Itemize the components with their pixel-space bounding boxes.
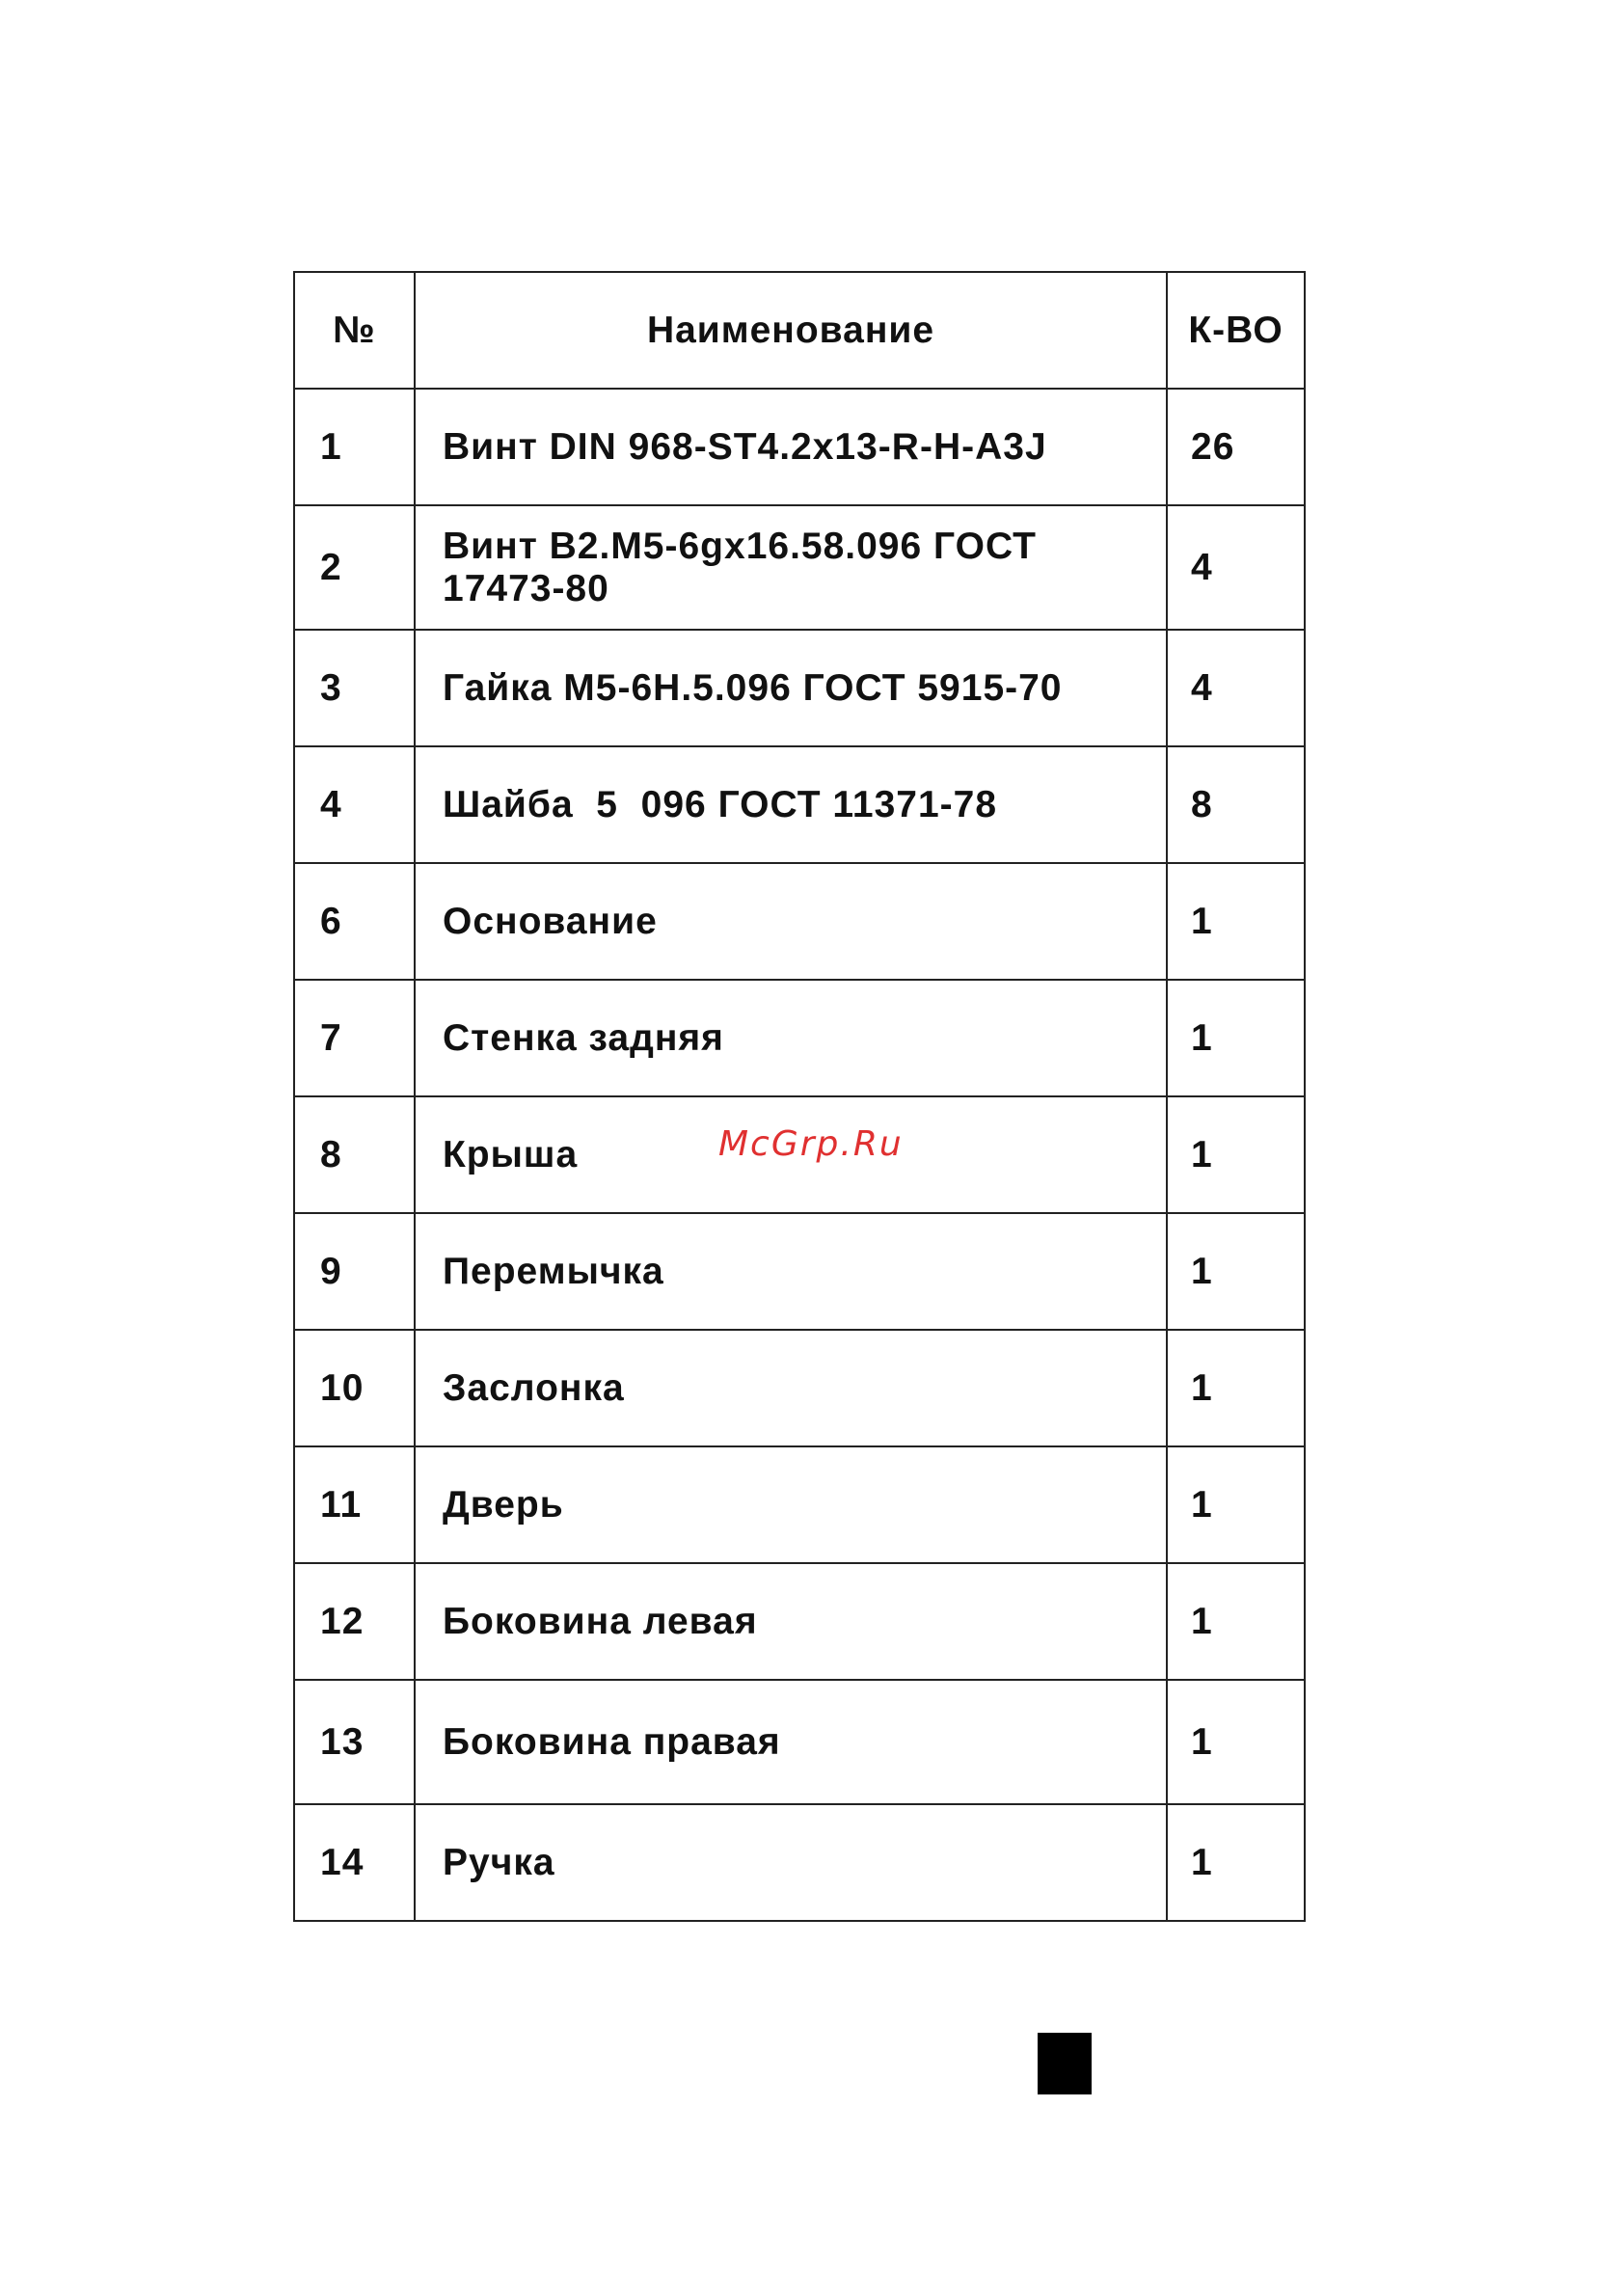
row-quantity: 4 (1167, 505, 1305, 630)
table-row (294, 1213, 1305, 1330)
page-marker-square (1038, 2033, 1092, 2094)
watermark: McGrp.Ru (718, 1124, 904, 1164)
row-name: Дверь (415, 1446, 1167, 1563)
row-number: 1 (294, 389, 415, 505)
row-name: Винт В2.М5-6gx16.58.096 ГОСТ 17473-80 (415, 505, 1167, 630)
row-quantity: 1 (1167, 1563, 1305, 1680)
table-row (294, 863, 1305, 980)
row-quantity: 4 (1167, 630, 1305, 746)
header-number: № (294, 272, 415, 389)
header-name: Наименование (415, 272, 1167, 389)
row-quantity: 1 (1167, 1330, 1305, 1446)
row-number: 2 (294, 505, 415, 630)
row-name: Боковина правая (415, 1680, 1167, 1804)
row-quantity: 1 (1167, 1096, 1305, 1213)
row-quantity: 1 (1167, 1804, 1305, 1921)
header-quantity: К-ВО (1167, 272, 1305, 389)
table-row (294, 1804, 1305, 1921)
row-name: Крыша (415, 1096, 1167, 1213)
row-number: 14 (294, 1804, 415, 1921)
parts-table (293, 271, 1306, 1922)
row-number: 4 (294, 746, 415, 863)
table-row (294, 980, 1305, 1096)
row-number: 3 (294, 630, 415, 746)
row-number: 8 (294, 1096, 415, 1213)
table-row (294, 1680, 1305, 1804)
table-header-row (294, 272, 1305, 389)
row-quantity: 1 (1167, 863, 1305, 980)
row-number: 13 (294, 1680, 415, 1804)
row-name: Винт DIN 968-ST4.2x13-R-H-A3J (415, 389, 1167, 505)
row-name: Стенка задняя (415, 980, 1167, 1096)
row-name: Шайба 5 096 ГОСТ 11371-78 (415, 746, 1167, 863)
row-quantity: 1 (1167, 1213, 1305, 1330)
table-row (294, 1563, 1305, 1680)
row-number: 11 (294, 1446, 415, 1563)
row-number: 10 (294, 1330, 415, 1446)
row-name: Ручка (415, 1804, 1167, 1921)
row-number: 9 (294, 1213, 415, 1330)
row-quantity: 1 (1167, 1680, 1305, 1804)
row-name: Заслонка (415, 1330, 1167, 1446)
row-number: 12 (294, 1563, 415, 1680)
table-row (294, 389, 1305, 505)
row-name: Основание (415, 863, 1167, 980)
row-name: Перемычка (415, 1213, 1167, 1330)
row-name: Боковина левая (415, 1563, 1167, 1680)
table-row (294, 746, 1305, 863)
row-name: Гайка М5-6Н.5.096 ГОСТ 5915-70 (415, 630, 1167, 746)
row-quantity: 8 (1167, 746, 1305, 863)
row-number: 6 (294, 863, 415, 980)
table-row (294, 1446, 1305, 1563)
row-number: 7 (294, 980, 415, 1096)
table-row (294, 505, 1305, 630)
row-quantity: 1 (1167, 980, 1305, 1096)
row-quantity: 26 (1167, 389, 1305, 505)
table-row (294, 1330, 1305, 1446)
table-row (294, 630, 1305, 746)
row-quantity: 1 (1167, 1446, 1305, 1563)
